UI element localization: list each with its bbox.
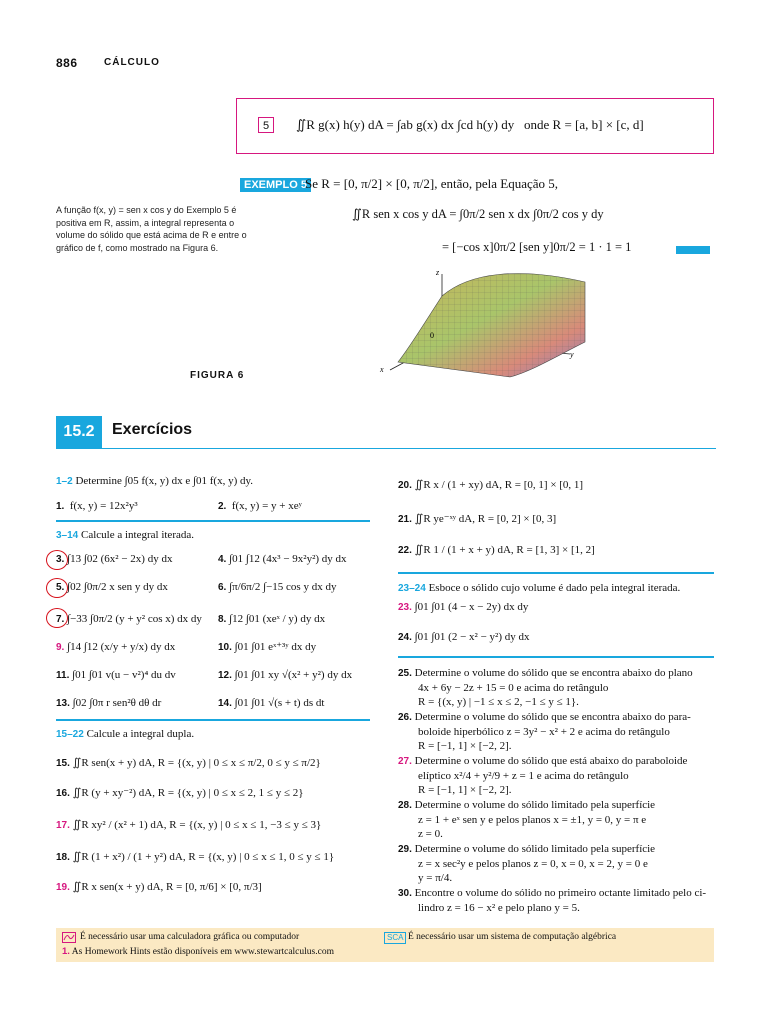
footer-note-sca: É necessário usar um sistema de computação algébrica <box>408 932 617 942</box>
group-range: 1–2 <box>56 476 73 487</box>
exercise-item: 4. ∫01 ∫12 (4x³ − 9x²y²) dy dx <box>218 553 347 565</box>
section-number: 15.2 <box>56 416 102 448</box>
exercise-item: 21. ∬R ye⁻ˣʸ dA, R = [0, 2] × [0, 3] <box>398 513 557 525</box>
sca-icon: SCA <box>384 932 406 944</box>
exercise-item: 10. ∫01 ∫01 eˣ⁺³ʸ dx dy <box>218 641 317 653</box>
axis-x-label: x <box>380 365 384 374</box>
word-problem: 25. Determine o volume do sólido que se encontra abaixo do plano 4x + 6y − 2z + 15 = 0 e acima do retângulo R = {(x, y) | −1 ≤ x ≤ 2, −1 ≤ y ≤ 1}. <box>398 667 693 708</box>
word-problem: 29. Determine o volume do sólido limitado pela superfície z = x sec²y e pelos planos z = 0, x = 0, x = 2, y = 0 e y = π/4. <box>398 843 656 884</box>
origin-label: 0 <box>430 331 434 340</box>
exercise-item: 11. ∫01 ∫01 v(u − v²)⁴ du dv <box>56 669 176 681</box>
equation-number: 5 <box>258 117 274 133</box>
exercise-item: 23. ∫01 ∫01 (4 − x − 2y) dx dy <box>398 601 529 613</box>
side-note: A função f(x, y) = sen x cos y do Exemplo 5 é positiva em R, assim, a integral representa o volume do sólido que está acima de R e entre o gráfico de f, como mostrado na Figura 6. <box>56 205 247 253</box>
exercise-group-header <box>56 475 253 487</box>
axis-y-label: y <box>570 350 574 359</box>
equation-formula: ∬R g(x) h(y) dA = ∫ab g(x) dx ∫cd h(y) dy <box>296 117 515 132</box>
group-instruction: Determine ∫05 f(x, y) dx e ∫01 f(x, y) dy. <box>75 475 254 487</box>
group-divider <box>398 572 714 574</box>
graphing-calculator-icon <box>62 932 76 943</box>
equation-condition: onde R = [a, b] × [c, d] <box>524 117 644 132</box>
example-text: Se R = [0, π/2] × [0, π/2], então, pela Equação 5, <box>305 176 559 191</box>
exercise-item: 15. ∬R sen(x + y) dA, R = {(x, y) | 0 ≤ x ≤ π/2, 0 ≤ y ≤ π/2} <box>56 757 321 769</box>
exercise-item: 12. ∫01 ∫01 xy √(x² + y²) dy dx <box>218 669 353 681</box>
group-divider <box>398 656 714 658</box>
exercise-item: 17. ∬R xy² / (x² + 1) dA, R = {(x, y) | 0 ≤ x ≤ 1, −3 ≤ y ≤ 3} <box>56 819 322 831</box>
exercise-item: 6. ∫π/6π/2 ∫−15 cos y dx dy <box>218 581 337 593</box>
exercise-item: 18. ∬R (1 + x²) / (1 + y²) dA, R = {(x, y) | 0 ≤ x ≤ 1, 0 ≤ y ≤ 1} <box>56 851 335 863</box>
exercise-item: 14. ∫01 ∫01 √(s + t) ds dt <box>218 697 325 709</box>
group-divider <box>56 520 370 522</box>
word-problem: 27. Determine o volume do sólido que está abaixo do paraboloide elíptico x²/4 + y²/9 + z = 1 e acima do retângulo R = [−1, 1] × [−2, 2]. <box>398 755 688 796</box>
exercise-item: 2. f(x, y) = y + xeʸ <box>218 500 302 512</box>
exercise-item: 1. f(x, y) = 12x²y³ <box>56 500 138 512</box>
group-divider <box>56 719 370 721</box>
exercise-group-header: 3–14 Calcule a integral iterada. <box>56 529 194 541</box>
exercise-item: 9. ∫14 ∫12 (x/y + y/x) dy dx <box>56 641 176 653</box>
running-title: CÁLCULO <box>104 57 160 68</box>
surface-plot <box>370 262 600 382</box>
exercise-item: 3. ∫13 ∫02 (6x² − 2x) dy dx <box>56 553 173 565</box>
page-number: 886 <box>56 56 78 70</box>
section-title: Exercícios <box>112 421 193 438</box>
exercise-item: 19. ∬R x sen(x + y) dA, R = [0, π/6] × [0, π/3] <box>56 881 262 893</box>
word-problem: 28. Determine o volume do sólido limitado pela superfície z = 1 + eˣ sen y e pelos planos x = ±1, y = 0, y = π e z = 0. <box>398 799 656 840</box>
end-of-example-mark <box>676 246 710 254</box>
exercise-item: 22. ∬R 1 / (1 + x + y) dA, R = [1, 3] × [1, 2] <box>398 544 595 556</box>
exercise-item: 13. ∫02 ∫0π r sen²θ dθ dr <box>56 697 162 709</box>
exercise-item: 7. ∫−33 ∫0π/2 (y + y² cos x) dx dy <box>56 613 202 625</box>
exercise-group-header: 15–22 Calcule a integral dupla. <box>56 728 195 740</box>
footer-hint: 1. As Homework Hints estão disponíveis em www.stewartcalculus.com <box>62 946 334 957</box>
exercise-item: 20. ∬R x / (1 + xy) dA, R = [0, 1] × [0, 1] <box>398 479 584 491</box>
exercise-item: 8. ∫12 ∫01 (xeˣ / y) dy dx <box>218 613 326 625</box>
footer-note-graphing: É necessário usar uma calculadora gráfica ou computador <box>80 932 300 942</box>
surface-mesh <box>398 274 585 377</box>
exercise-item: 5. ∫02 ∫0π/2 x sen y dy dx <box>56 581 168 593</box>
exercise-item: 16. ∬R (y + xy⁻²) dA, R = {(x, y) | 0 ≤ x ≤ 2, 1 ≤ y ≤ 2} <box>56 787 304 799</box>
example-label: EXEMPLO 5 <box>240 178 311 192</box>
example-result: = [−cos x]0π/2 [sen y]0π/2 = 1 · 1 = 1 <box>442 240 632 254</box>
example-integral: ∬R sen x cos y dA = ∫0π/2 sen x dx ∫0π/2 cos y dy <box>352 207 604 221</box>
word-problem: 26. Determine o volume do sólido que se encontra abaixo do para- boloide hiperbólico z = 3y² − x² + 2 e acima do retângulo R = [−1, 1] × [−2, 2]. <box>398 711 691 752</box>
exercise-item: 24. ∫01 ∫01 (2 − x² − y²) dy dx <box>398 631 530 643</box>
figure-label: FIGURA 6 <box>190 370 245 381</box>
axis-z-label: z <box>436 268 440 277</box>
exercise-group-header: 23–24 Esboce o sólido cujo volume é dado pela integral iterada. <box>398 582 681 594</box>
word-problem: 30. Encontre o volume do sólido no primeiro octante limitado pelo ci- lindro z = 16 − x² e pelo plano y = 5. <box>398 887 707 914</box>
